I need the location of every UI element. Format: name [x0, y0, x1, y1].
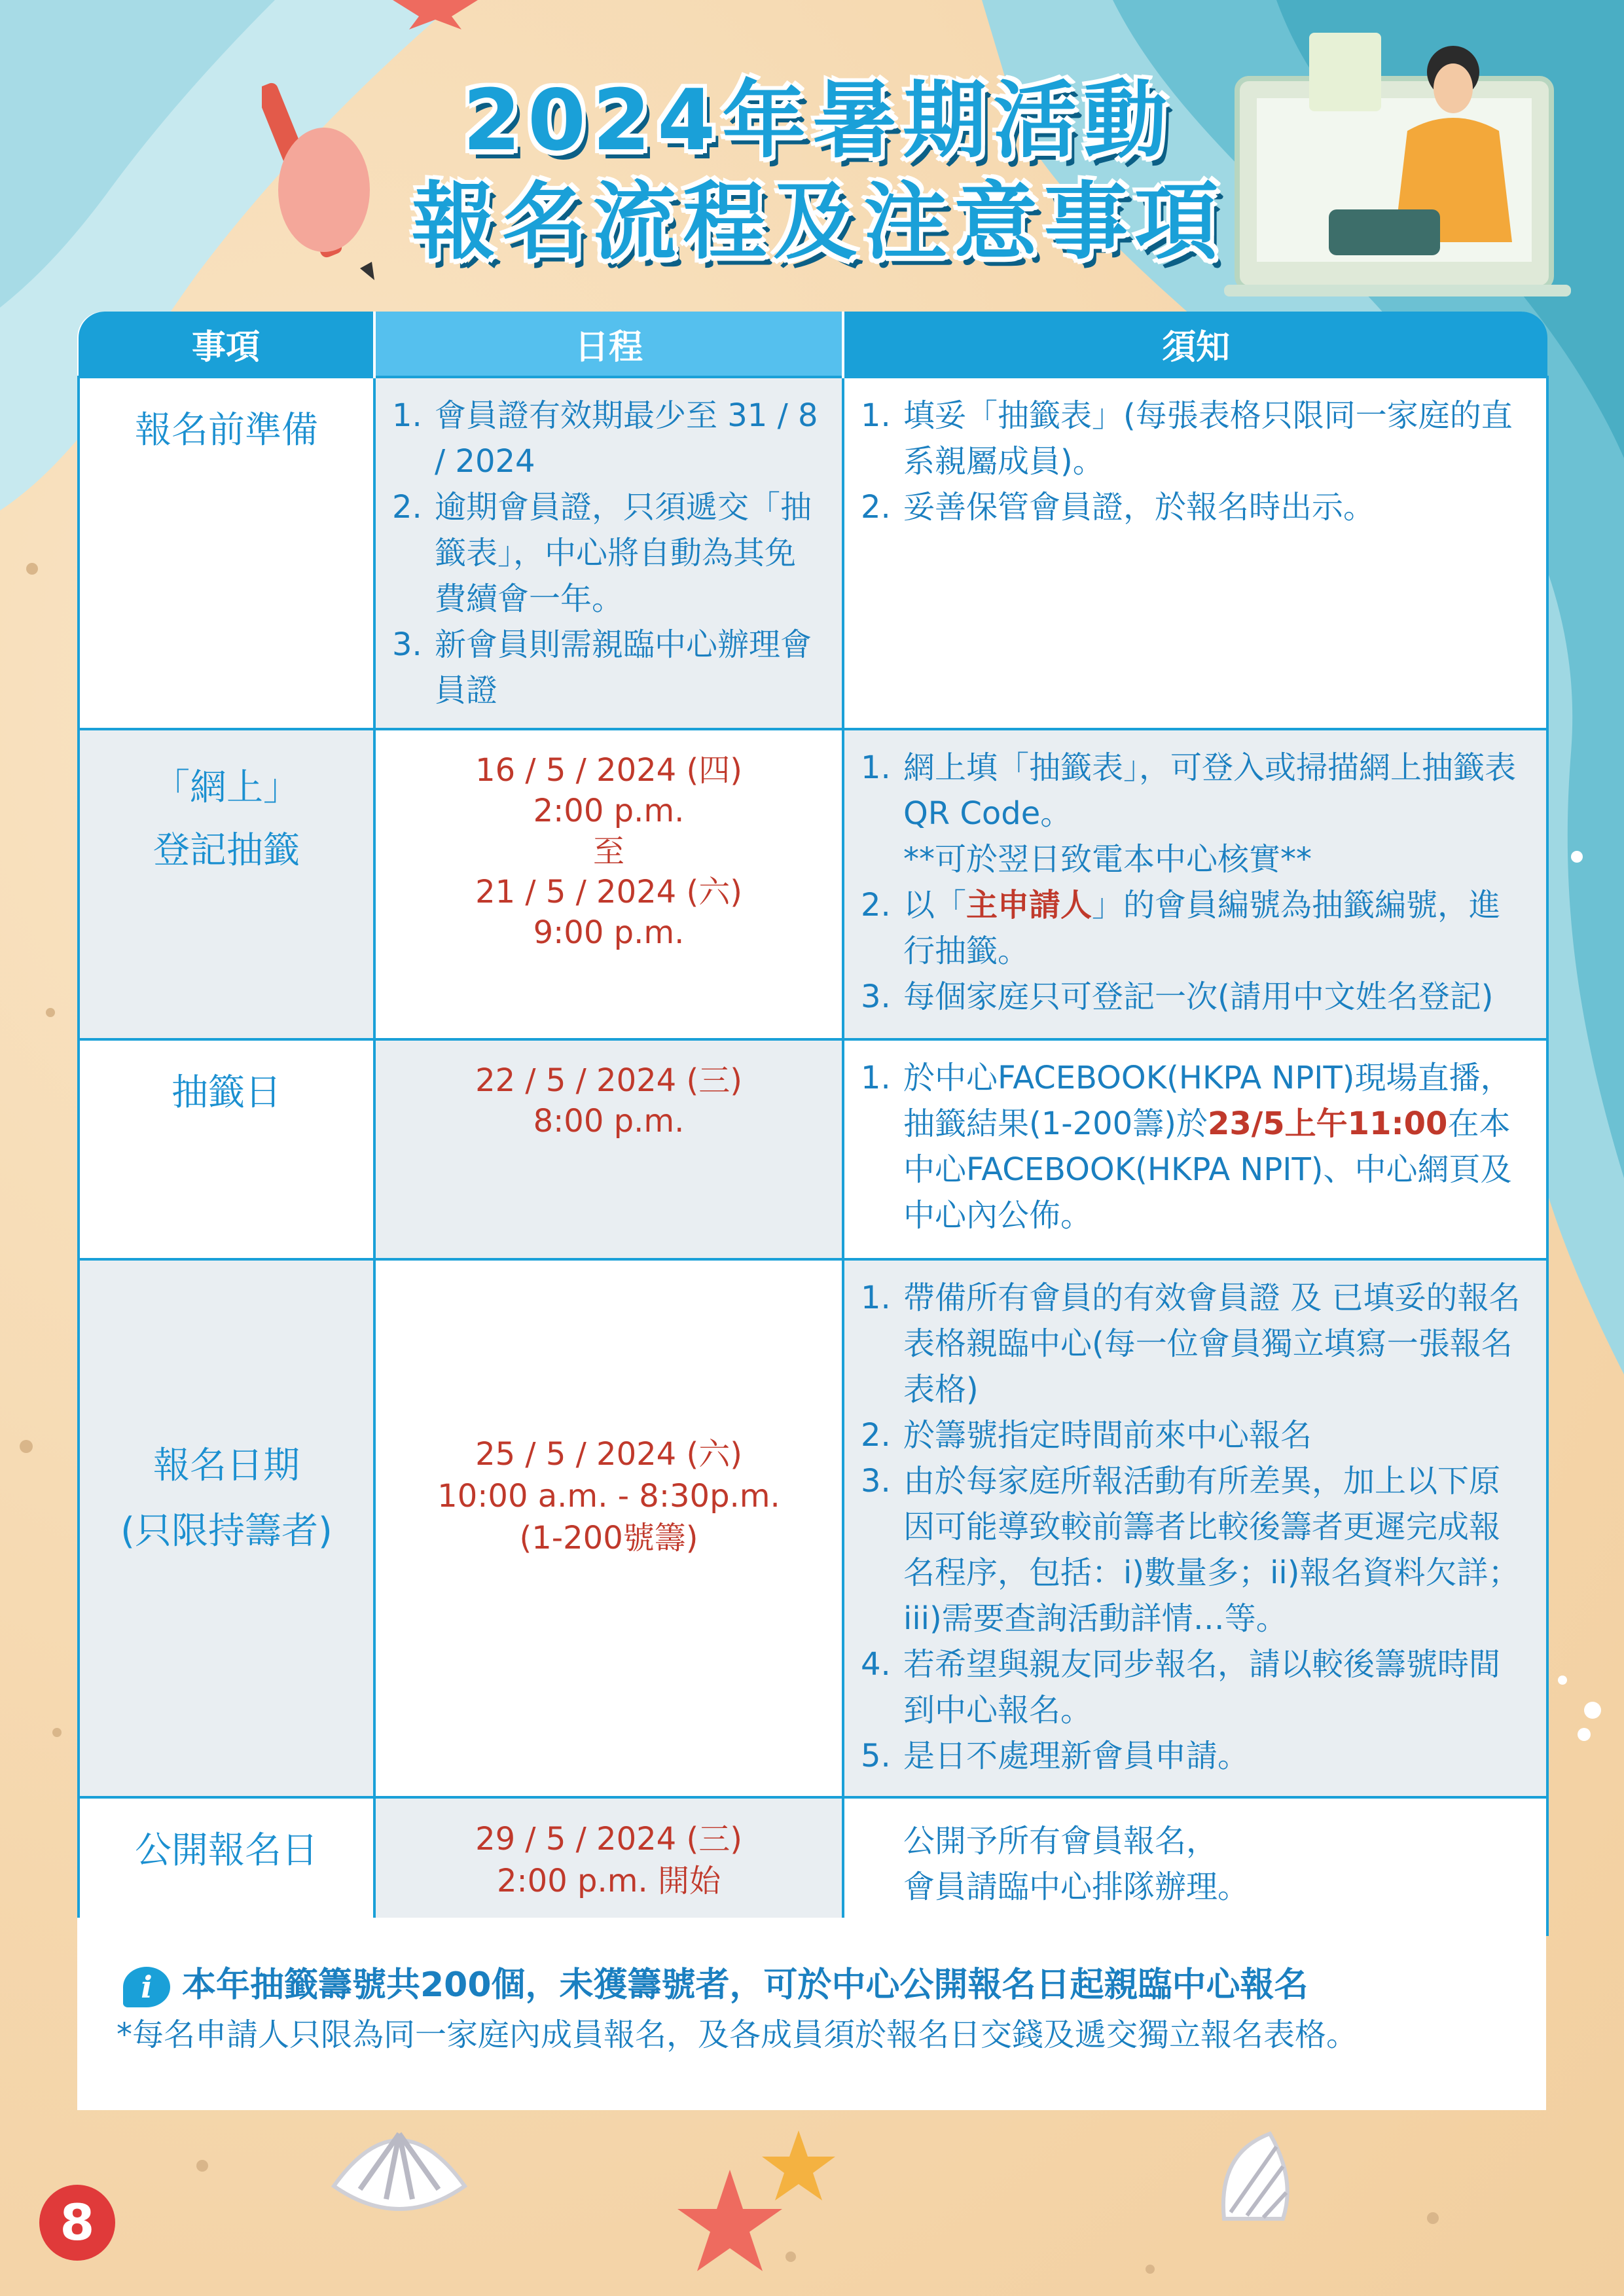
foam-dot	[1571, 851, 1583, 863]
row-item: 報名前準備	[79, 377, 374, 729]
row-schedule	[374, 1259, 843, 1797]
row-schedule	[374, 729, 843, 1039]
row-schedule	[374, 1039, 843, 1259]
schedule-line: 16 / 5 / 2024 (四)	[475, 752, 742, 789]
footer-notes	[77, 1918, 1546, 2110]
note-point: 3. 由於每家庭所報活動有所差異，加上以下原因可能導致較前籌者比較後籌者更遲完成報名程序，包括：i)數量多；ii)報名資料欠詳；iii)需要查詢活動詳情…等。	[901, 1458, 1528, 1641]
schedule-line: (1-200號籌)	[519, 1520, 698, 1556]
note-highlight: 主申請人	[966, 887, 1092, 924]
registration-table	[77, 312, 1549, 1936]
note-point	[901, 745, 1528, 882]
starfish-icon	[759, 2127, 838, 2206]
title-line-1: 2024年暑期活動	[462, 72, 1174, 170]
laptop-teacher-illustration	[1218, 26, 1584, 301]
schedule-line: 2:00 p.m. 開始	[496, 1863, 721, 1899]
foam-dot	[1578, 1728, 1591, 1741]
table-row	[79, 377, 1547, 729]
row-notes	[843, 729, 1547, 1039]
foam-dot	[1558, 1676, 1567, 1685]
header-notes: 須知	[843, 312, 1547, 377]
schedule-line: 2:00 p.m.	[533, 793, 685, 829]
note-point: 3. 每個家庭只可登記一次(請用中文姓名登記)	[901, 974, 1528, 1020]
note-point: 2. 於籌號指定時間前來中心報名	[901, 1412, 1528, 1458]
starfish-icon	[386, 0, 484, 33]
title-line-2: 報名流程及注意事項	[411, 173, 1225, 271]
row-item	[79, 729, 374, 1039]
schedule-point: 3. 新會員則需親臨中心辦理會員證	[432, 622, 823, 713]
item-line: 「網上」	[153, 766, 300, 809]
schedule-line: 25 / 5 / 2024 (六)	[475, 1436, 742, 1473]
row-schedule	[374, 377, 843, 729]
table-row	[79, 1039, 1547, 1259]
row-item: 抽籤日	[79, 1039, 374, 1259]
sand-dot	[1146, 2265, 1155, 2274]
note-point: 2. 妥善保管會員證，於報名時出示。	[901, 484, 1528, 530]
note-line: 公開予所有會員報名，	[903, 1823, 1218, 1859]
pencil-hand-illustration	[262, 72, 393, 281]
schedule-point: 2. 逾期會員證，只須遞交「抽籤表」，中心將自動為其免費續會一年。	[432, 484, 823, 622]
note-point	[901, 1055, 1528, 1238]
schedule-line: 8:00 p.m.	[533, 1103, 685, 1139]
row-notes	[843, 1039, 1547, 1259]
note-point: 1. 帶備所有會員的有效會員證 及 已填妥的報名表格親臨中心(每一位會員獨立填寫一張報名表格)	[901, 1275, 1528, 1412]
schedule-line: 29 / 5 / 2024 (三)	[475, 1821, 742, 1857]
sand-dot	[26, 563, 38, 575]
page-title	[406, 72, 1231, 275]
note-text: 於中心FACEBOOK(HKPA NPIT)現場直播，抽籤結果(1-200籌)於	[903, 1060, 1512, 1142]
sand-dot	[196, 2160, 208, 2172]
footer-remark: *每名申請人只限為同一家庭內成員報名，及各成員須於報名日交錢及遞交獨立報名表格。	[117, 2017, 1358, 2053]
note-highlight: 23/5上午11:00	[1207, 1105, 1448, 1142]
sand-dot	[52, 1728, 62, 1737]
sand-dot	[20, 1440, 33, 1453]
schedule-line: 10:00 a.m. - 8:30p.m.	[437, 1478, 780, 1515]
row-notes	[843, 377, 1547, 729]
note-text: 」的會員編號為抽籤編號，進行抽籤。	[903, 887, 1501, 969]
note-point	[901, 882, 1528, 974]
table-row	[79, 1259, 1547, 1797]
row-notes	[843, 1797, 1547, 1935]
row-item: 公開報名日	[79, 1797, 374, 1935]
note-text: 在本中心FACEBOOK(HKPA NPIT)、中心網頁及中心內公佈。	[903, 1105, 1512, 1234]
note-text: 以「	[903, 887, 967, 924]
note-point: 1. 填妥「抽籤表」(每張表格只限同一家庭的直系親屬成員)。	[901, 393, 1528, 484]
item-line: 登記抽籤	[153, 829, 300, 872]
item-line: (只限持籌者)	[120, 1510, 333, 1552]
table-row	[79, 1797, 1547, 1935]
header-item: 事項	[79, 312, 374, 377]
note-line: 會員請臨中心排隊辦理。	[903, 1869, 1250, 1905]
schedule-line: 21 / 5 / 2024 (六)	[475, 874, 742, 910]
foam-dot	[1584, 1702, 1601, 1719]
schedule-line: 至	[592, 833, 624, 870]
note-text: **可於翌日致電本中心核實**	[903, 841, 1312, 878]
note-point: 5. 是日不處理新會員申請。	[901, 1733, 1528, 1779]
table-header-row	[79, 312, 1547, 377]
page-number-badge: 8	[39, 2185, 115, 2261]
row-item	[79, 1259, 374, 1797]
info-icon: i	[123, 1967, 170, 2007]
footer-info-text: 本年抽籤籌號共200個，未獲籌號者，可於中心公開報名日起親臨中心報名	[182, 1965, 1308, 2005]
sand-dot	[1427, 2212, 1439, 2224]
footer-info-line	[123, 1957, 1308, 2007]
shell-icon	[321, 2108, 478, 2238]
row-notes	[843, 1259, 1547, 1797]
header-schedule: 日程	[374, 312, 843, 377]
sand-dot	[46, 1008, 55, 1017]
schedule-line: 9:00 p.m.	[533, 914, 685, 951]
sand-dot	[785, 2251, 796, 2262]
item-line: 報名日期	[153, 1444, 300, 1487]
note-point: 4. 若希望與親友同步報名，請以較後籌號時間到中心報名。	[901, 1641, 1528, 1733]
row-schedule	[374, 1797, 843, 1935]
shell-icon	[1211, 2127, 1303, 2232]
table-row	[79, 729, 1547, 1039]
schedule-point: 1. 會員證有效期最少至 31 / 8 / 2024	[432, 393, 823, 484]
note-text: 網上填「抽籤表」，可登入或掃描網上抽籤表QR Code。	[903, 749, 1517, 832]
schedule-line: 22 / 5 / 2024 (三)	[475, 1062, 742, 1099]
